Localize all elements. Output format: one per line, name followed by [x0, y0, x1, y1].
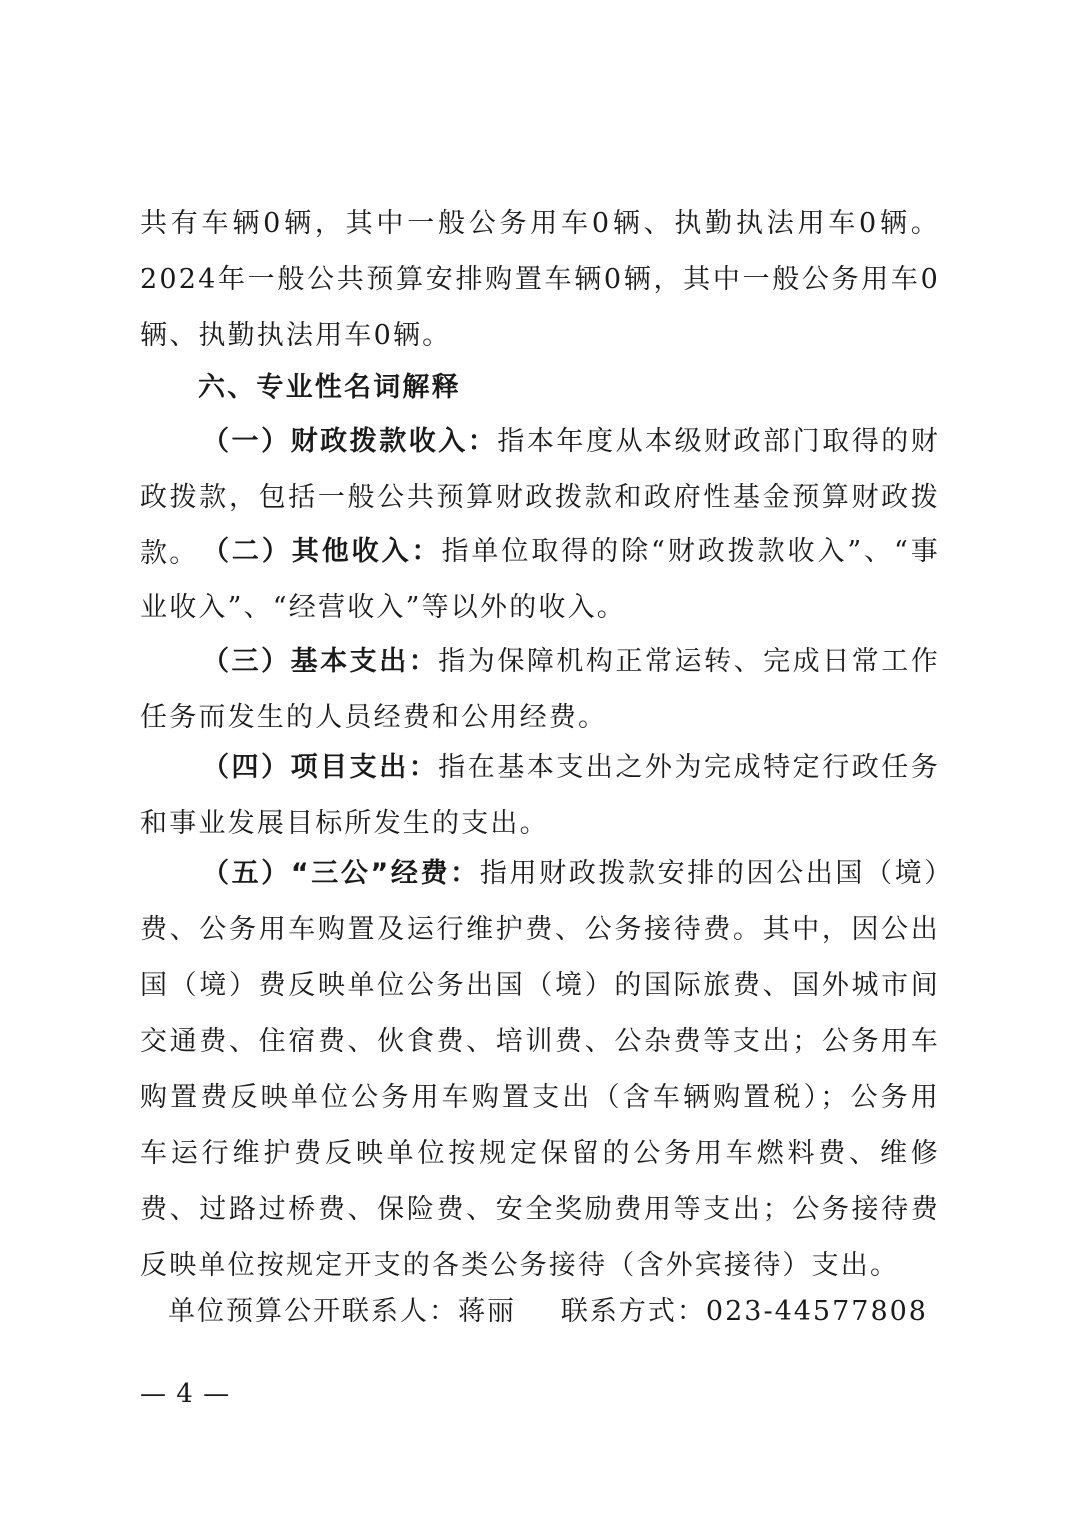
term-label: （三）基本支出： [202, 646, 439, 677]
contact-person: 单位预算公开联系人：蒋丽 [168, 1296, 516, 1327]
term-definition: 指本年度从本级财政部门取得的财政拨款，包括一般公共预算财政拨款和政府性基金预算财政拨款。 [140, 426, 941, 569]
term-label: （四）项目支出： [202, 752, 439, 783]
contact-line [168, 1284, 928, 1340]
term-definition: 指为保障机构正常运转、完成日常工作任务而发生的人员经费和公用经费。 [140, 646, 940, 733]
term-definition: 指用财政拨款安排的因公出国（境）费、公务用车购置及运行维护费、公务接待费。其中，因公出国（境）费反映单位公务出国（境）的国际旅费、国外城市间交通费、住宿费、伙食费、培训费、公杂费等支出；公务用车购置费反映单位公务用车购置支出（含车辆购置税）；公务用车运行维护费反映单位按规定保留的公务用车燃料费、维修费、过路过桥费、保险费、安全奖励费用等支出；公务接待费反映单位按规定开支的各类公务接待（含外宾接待）支出。 [140, 858, 940, 1281]
section-heading: 六、专业性名词解释 [198, 372, 461, 403]
term-label: （二）其他收入： [202, 536, 442, 567]
term-item [140, 740, 940, 852]
contact-phone: 联系方式：023-44577808 [560, 1296, 928, 1327]
page-number: — 4 — [140, 1379, 231, 1409]
term-definition: 指单位取得的除“财政拨款收入”、“事业收入”、“经营收入”等以外的收入。 [140, 536, 940, 623]
term-label: （五）“三公”经费： [202, 858, 480, 889]
vehicle-paragraph: 共有车辆0辆，其中一般公务用车0辆、执勤执法用车0辆。2024年一般公共预算安排购置车辆0辆，其中一般公务用车0辆、执勤执法用车0辆。 [140, 208, 940, 351]
term-label: （一）财政拨款收入： [202, 426, 498, 457]
term-item [140, 524, 940, 636]
term-definition: 指在基本支出之外为完成特定行政任务和事业发展目标所发生的支出。 [140, 752, 940, 839]
term-item [140, 634, 940, 746]
term-item [140, 846, 940, 1294]
